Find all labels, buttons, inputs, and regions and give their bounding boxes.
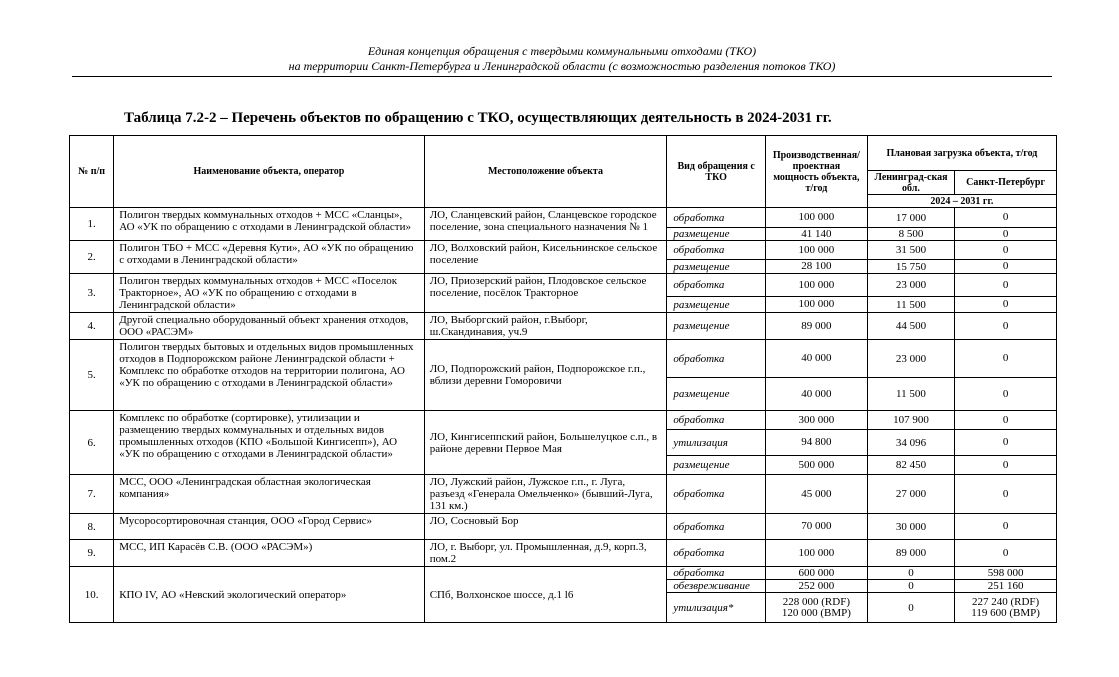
load-spb-value: 598 000 <box>955 567 1057 580</box>
capacity-value: 40 000 <box>766 378 868 411</box>
handling-type: обработка <box>667 274 766 297</box>
handling-type: обработка <box>667 241 766 260</box>
table-row <box>70 208 1057 228</box>
handling-type: обезвреживание <box>667 580 766 593</box>
facility-name: Полигон ТБО + МСС «Деревня Кути», АО «УК по обращению с отходами в Ленинградской области» <box>114 241 424 274</box>
col-location-header: Местоположение объекта <box>424 136 667 208</box>
table-row <box>70 475 1057 514</box>
load-spb-value: 0 <box>955 540 1057 567</box>
load-spb-value: 227 240 (RDF) 119 600 (ВМР) <box>955 593 1057 623</box>
table-row <box>70 241 1057 260</box>
capacity-value: 228 000 (RDF) 120 000 (ВМР) <box>766 593 868 623</box>
load-lo-value: 0 <box>867 567 954 580</box>
handling-type: обработка <box>667 567 766 580</box>
row-number: 8. <box>70 514 114 540</box>
handling-type: размещение <box>667 260 766 274</box>
load-lo-value: 27 000 <box>867 475 954 514</box>
capacity-value: 41 140 <box>766 228 868 241</box>
table-row <box>70 567 1057 580</box>
row-number: 4. <box>70 313 114 340</box>
capacity-value: 70 000 <box>766 514 868 540</box>
load-spb-value: 0 <box>955 297 1057 313</box>
row-number: 1. <box>70 208 114 241</box>
load-spb-value: 0 <box>955 378 1057 411</box>
load-lo-value: 11 500 <box>867 378 954 411</box>
row-number: 2. <box>70 241 114 274</box>
col-years-header: 2024 – 2031 гг. <box>867 195 1056 208</box>
capacity-value: 89 000 <box>766 313 868 340</box>
handling-type: размещение <box>667 456 766 475</box>
facility-location: ЛО, Сосновый Бор <box>424 514 667 540</box>
load-lo-value: 15 750 <box>867 260 954 274</box>
handling-type: утилизация <box>667 430 766 456</box>
facility-location: ЛО, Кингисеппский район, Большелуцкое с.п., в районе деревни Первое Мая <box>424 411 667 475</box>
load-lo-value: 107 900 <box>867 411 954 430</box>
load-lo-value: 11 500 <box>867 297 954 313</box>
table-row <box>70 340 1057 378</box>
handling-type: размещение <box>667 297 766 313</box>
table-row <box>70 313 1057 340</box>
load-spb-value: 0 <box>955 241 1057 260</box>
load-lo-value: 31 500 <box>867 241 954 260</box>
capacity-value: 600 000 <box>766 567 868 580</box>
facility-location: ЛО, Сланцевский район, Сланцевское городское поселение, зона специального назначения № 1 <box>424 208 667 241</box>
capacity-value: 100 000 <box>766 540 868 567</box>
facility-location: ЛО, Подпорожский район, Подпорожское г.п., вблизи деревни Гоморовичи <box>424 340 667 411</box>
load-spb-value: 0 <box>955 260 1057 274</box>
row-number: 9. <box>70 540 114 567</box>
load-spb-value: 0 <box>955 456 1057 475</box>
handling-type: обработка <box>667 208 766 228</box>
load-spb-value: 0 <box>955 274 1057 297</box>
row-number: 7. <box>70 475 114 514</box>
load-spb-value: 0 <box>955 340 1057 378</box>
handling-type: обработка <box>667 340 766 378</box>
facility-name: МСС, ООО «Ленинградская областная экологическая компания» <box>114 475 424 514</box>
load-lo-value: 17 000 <box>867 208 954 228</box>
col-spb-header: Санкт-Петербург <box>955 171 1057 195</box>
load-spb-value: 0 <box>955 411 1057 430</box>
facility-name: Другой специально оборудованный объект хранения отходов, ООО «РАСЭМ» <box>114 313 424 340</box>
handling-type: размещение <box>667 378 766 411</box>
facility-name: Полигон твердых коммунальных отходов + МСС «Сланцы», АО «УК по обращению с отходами в Ленинградской области» <box>114 208 424 241</box>
capacity-value: 100 000 <box>766 297 868 313</box>
facility-location: ЛО, Выборгский район, г.Выборг, ш.Скандинавия, уч.9 <box>424 313 667 340</box>
capacity-value: 28 100 <box>766 260 868 274</box>
load-lo-value: 34 096 <box>867 430 954 456</box>
facility-name: КПО IV, АО «Невский экологический оператор» <box>114 567 424 623</box>
load-spb-value: 251 160 <box>955 580 1057 593</box>
load-lo-value: 8 500 <box>867 228 954 241</box>
facility-location: ЛО, г. Выборг, ул. Промышленная, д.9, корп.3, пом.2 <box>424 540 667 567</box>
document-header <box>72 44 1052 74</box>
table-title: Таблица 7.2-2 – Перечень объектов по обращению с ТКО, осуществляющих деятельность в 2024-2031 гг. <box>124 110 832 126</box>
facility-location: ЛО, Лужский район, Лужское г.п., г. Луга, разъезд «Генерала Омельченко» (бывший-Луга, 131 км.) <box>424 475 667 514</box>
capacity-value: 45 000 <box>766 475 868 514</box>
facility-location: ЛО, Приозерский район, Плодовское сельское поселение, посёлок Тракторное <box>424 274 667 313</box>
header-line-1: Единая концепция обращения с твердыми коммунальными отходами (ТКО) <box>367 44 757 58</box>
load-spb-value: 0 <box>955 514 1057 540</box>
handling-type: обработка <box>667 475 766 514</box>
capacity-value: 100 000 <box>766 274 868 297</box>
facility-name: Комплекс по обработке (сортировке), утилизации и размещению твердых коммунальных и отдельных видов промышленных отходов (КПО «Большой Кингисепп»), АО «УК по обращению с отходами в Ленинградской области» <box>114 411 424 475</box>
load-spb-value: 0 <box>955 313 1057 340</box>
col-capacity-header: Производственная/ проектная мощность объекта, т/год <box>766 136 868 208</box>
handling-type: обработка <box>667 514 766 540</box>
load-lo-value: 0 <box>867 593 954 623</box>
facilities-table <box>69 135 1057 623</box>
handling-type: обработка <box>667 540 766 567</box>
load-lo-value: 23 000 <box>867 274 954 297</box>
col-name-header: Наименование объекта, оператор <box>114 136 424 208</box>
facility-location: ЛО, Волховский район, Кисельнинское сельское поселение <box>424 241 667 274</box>
table-row <box>70 514 1057 540</box>
load-spb-value: 0 <box>955 228 1057 241</box>
facility-name: Полигон твердых коммунальных отходов + МСС «Поселок Тракторное», АО «УК по обращению с отходами в Ленинградской области» <box>114 274 424 313</box>
facility-name: Полигон твердых бытовых и отдельных видов промышленных отходов в Подпорожском районе Ленинградской области + Комплекс по обработке отходов на территории полигона, АО «УК по обращению с отходами в Ленинградской области» <box>114 340 424 411</box>
table-row <box>70 411 1057 430</box>
load-lo-value: 82 450 <box>867 456 954 475</box>
facility-location: СПб, Волхонское шоссе, д.1 l6 <box>424 567 667 623</box>
handling-type: размещение <box>667 228 766 241</box>
handling-type: обработка <box>667 411 766 430</box>
capacity-value: 300 000 <box>766 411 868 430</box>
capacity-value: 500 000 <box>766 456 868 475</box>
load-spb-value: 0 <box>955 208 1057 228</box>
table-row <box>70 540 1057 567</box>
col-type-header: Вид обращения с ТКО <box>667 136 766 208</box>
load-lo-value: 44 500 <box>867 313 954 340</box>
header-divider <box>72 76 1052 77</box>
handling-type: утилизация* <box>667 593 766 623</box>
load-spb-value: 0 <box>955 430 1057 456</box>
row-number: 5. <box>70 340 114 411</box>
capacity-value: 100 000 <box>766 241 868 260</box>
handling-type: размещение <box>667 313 766 340</box>
row-number: 10. <box>70 567 114 623</box>
col-load-header: Плановая загрузка объекта, т/год <box>867 136 1056 171</box>
load-spb-value: 0 <box>955 475 1057 514</box>
load-lo-value: 89 000 <box>867 540 954 567</box>
col-lo-header: Ленинград-ская обл. <box>867 171 954 195</box>
table-row <box>70 274 1057 297</box>
row-number: 3. <box>70 274 114 313</box>
load-lo-value: 0 <box>867 580 954 593</box>
facility-name: Мусоросортировочная станция, ООО «Город Сервис» <box>114 514 424 540</box>
capacity-value: 252 000 <box>766 580 868 593</box>
capacity-value: 94 800 <box>766 430 868 456</box>
capacity-value: 40 000 <box>766 340 868 378</box>
row-number: 6. <box>70 411 114 475</box>
load-lo-value: 23 000 <box>867 340 954 378</box>
header-line-2: на территории Санкт-Петербурга и Ленинградской области (с возможностью разделения потоков ТКО) <box>288 59 836 73</box>
capacity-value: 100 000 <box>766 208 868 228</box>
facility-name: МСС, ИП Карасёв С.В. (ООО «РАСЭМ») <box>114 540 424 567</box>
load-lo-value: 30 000 <box>867 514 954 540</box>
col-num-header: № п/п <box>70 136 114 208</box>
